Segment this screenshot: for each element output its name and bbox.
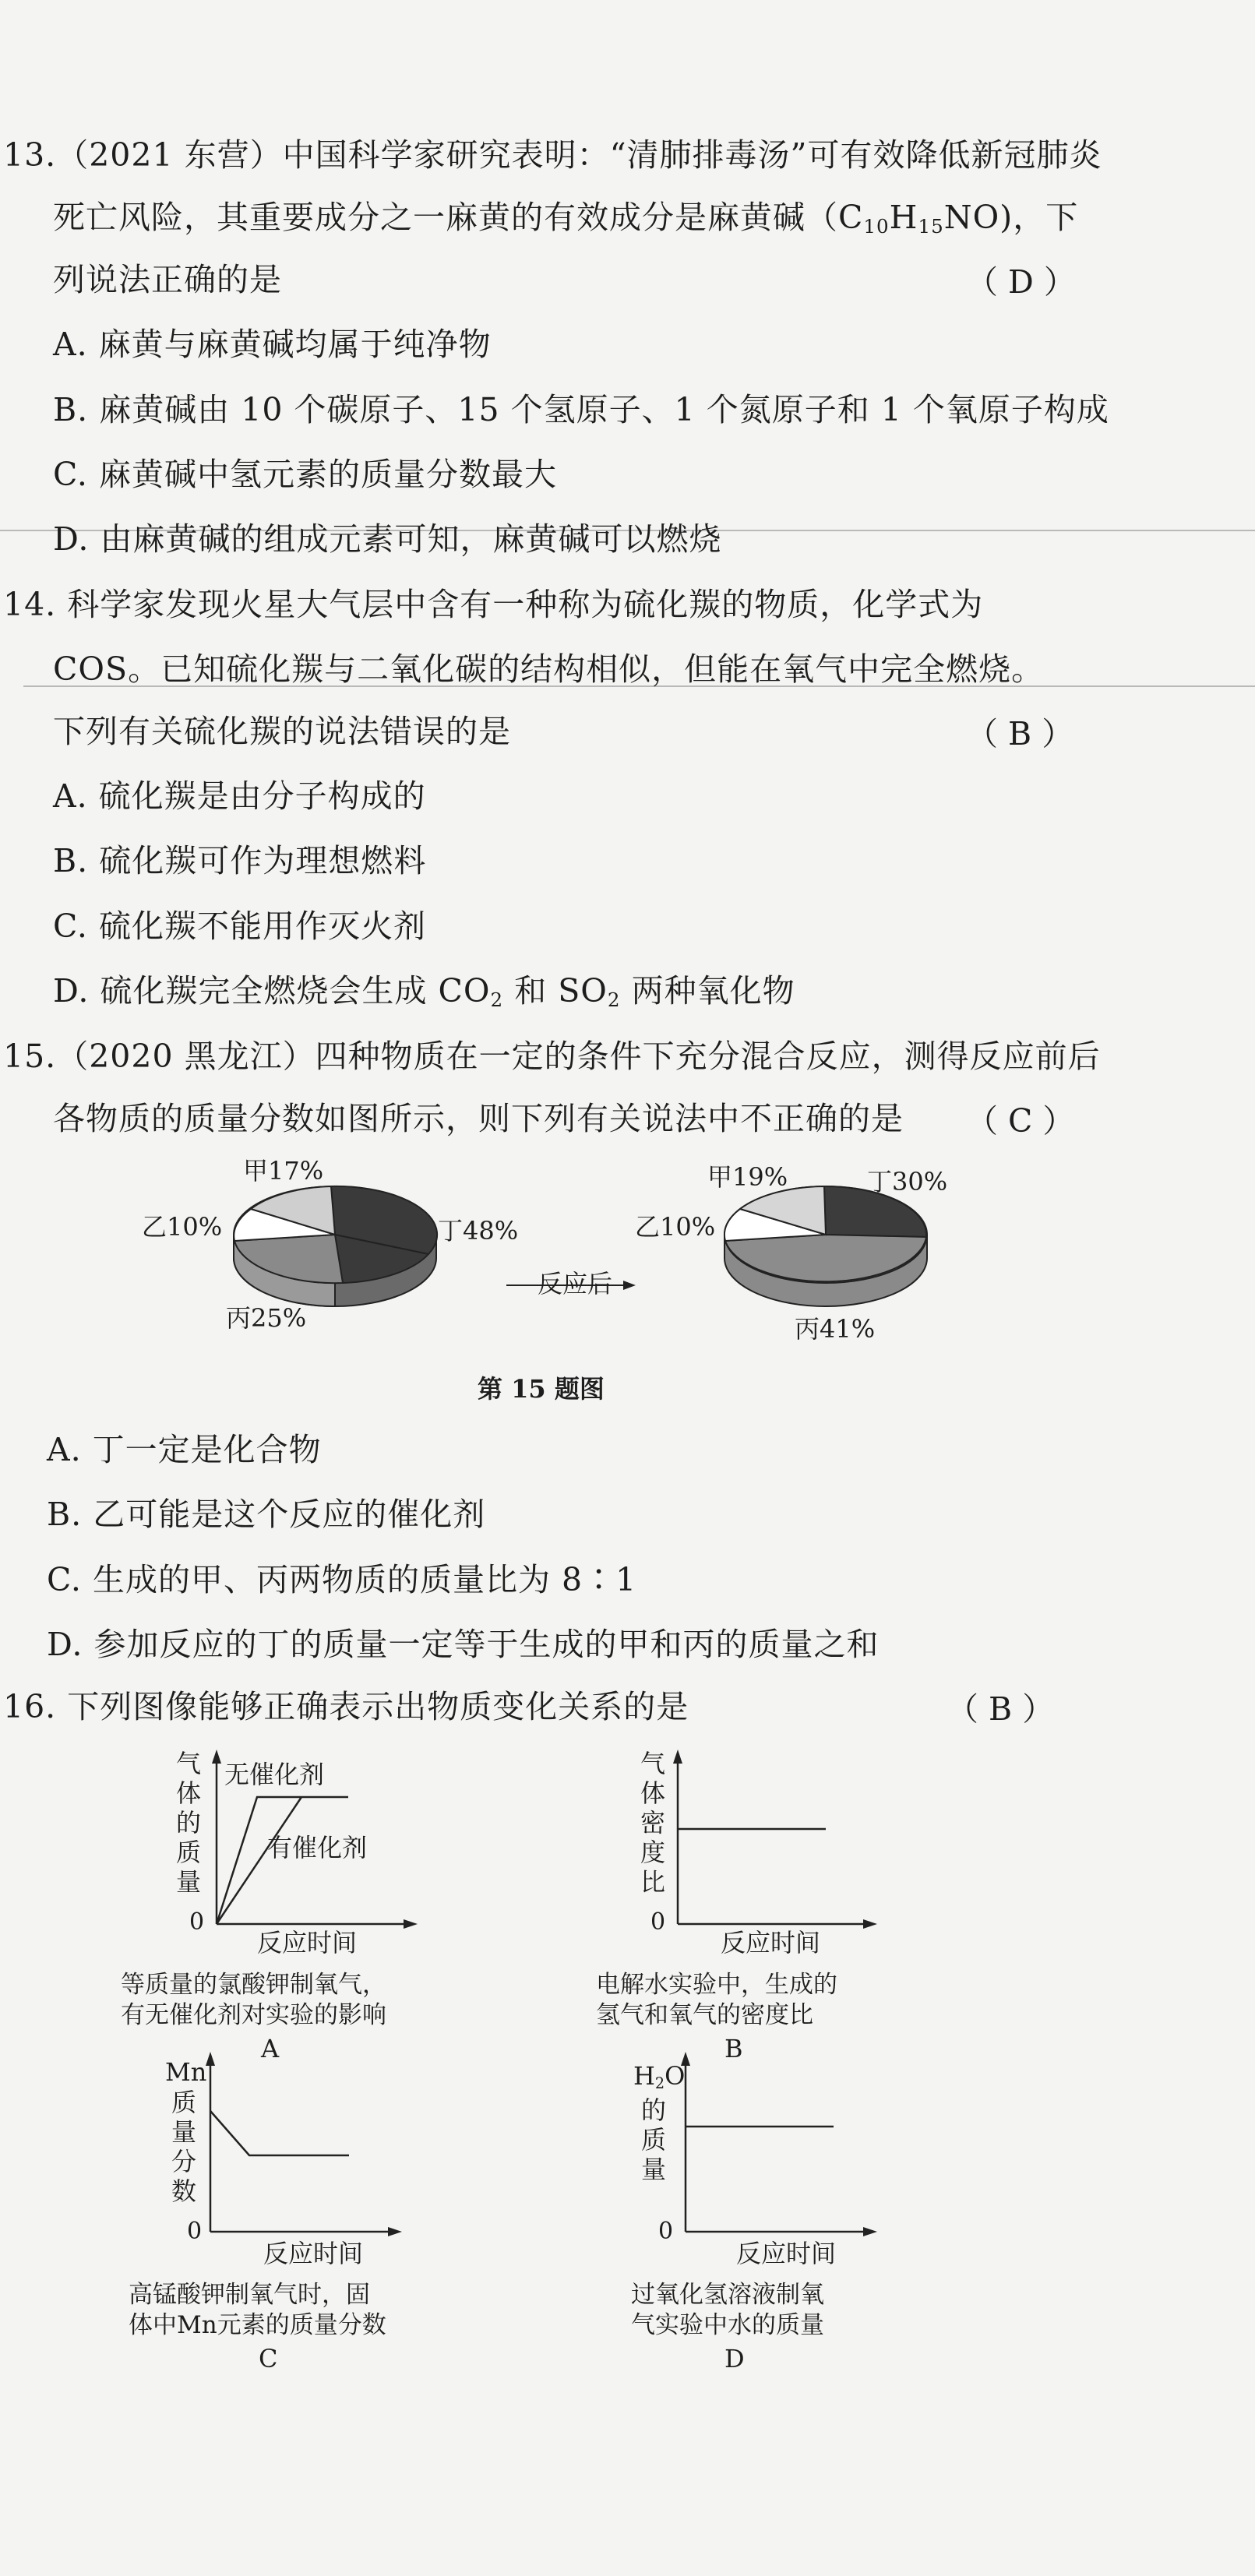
q15-option-d: D. 参加反应的丁的质量一定等于生成的甲和丙的质量之和	[47, 1626, 880, 1663]
graph-b-xlabel: 反应时间	[721, 1928, 821, 1958]
pie-before	[234, 1186, 437, 1306]
arrow-label: 反应后	[538, 1269, 613, 1299]
q14-stem: 14. 科学家发现火星大气层中含有一种称为硫化羰的物质，化学式为	[3, 586, 984, 623]
graph-c-ylabel-top: Mn	[165, 2057, 207, 2087]
q13-option-d: D. 由麻黄碱的组成元素可知，麻黄碱可以燃烧	[53, 520, 722, 558]
pie-before-label-yi: 乙10%	[142, 1212, 223, 1242]
graph-c	[206, 2052, 402, 2236]
graph-a-caption: 有无催化剂对实验的影响	[121, 2001, 386, 2029]
graph-b-origin: 0	[650, 1908, 666, 1936]
graph-a-ylabel: 气 体 的 质 量	[175, 1749, 201, 1897]
q14-option-c: C. 硫化羰不能用作灭火剂	[53, 907, 426, 945]
pie-before-label-jia: 甲17%	[243, 1156, 324, 1186]
pie-before-label-ding: 丁48%	[438, 1216, 519, 1246]
q15-stem: 各物质的质量分数如图所示，则下列有关说法中不正确的是	[53, 1100, 904, 1137]
graph-d-caption: 气实验中水的质量	[631, 2311, 824, 2339]
graph-b-caption: 电解水实验中，生成的	[596, 1971, 837, 1999]
graph-d-xlabel: 反应时间	[736, 2239, 837, 2268]
q13-option-b: B. 麻黄碱由 10 个碳原子、15 个氢原子、1 个氮原子和 1 个氧原子构成	[53, 391, 1109, 428]
graph-b	[673, 1750, 877, 1929]
pie-after-label-yi: 乙10%	[635, 1212, 716, 1242]
graph-c-xlabel: 反应时间	[263, 2239, 364, 2268]
graph-a-curve-no-catalyst: 无催化剂	[224, 1760, 325, 1789]
q14-option-d: D. 硫化羰完全燃烧会生成 $CO_2$ 和 $SO_2$ 两种氧化物	[53, 972, 795, 1012]
graph-a-curve-catalyst: 有催化剂	[267, 1833, 368, 1862]
graph-d-ylabel-top: $H_2O$	[633, 2061, 686, 2092]
q13-option-c: C. 麻黄碱中氢元素的质量分数最大	[53, 456, 557, 493]
graph-d-caption: 过氧化氢溶液制氧	[631, 2281, 824, 2309]
graph-b-ylabel: 气 体 密 度 比	[640, 1749, 665, 1897]
graph-a-origin: 0	[189, 1908, 205, 1936]
q15-answer: （ C ）	[966, 1102, 1075, 1140]
pie-after-label-ding: 丁30%	[867, 1167, 948, 1196]
graph-c-caption: 体中Mn元素的质量分数	[129, 2311, 386, 2339]
graph-b-caption: 氢气和氧气的密度比	[596, 2001, 813, 2029]
graph-b-letter: B	[724, 2034, 743, 2063]
q13-stem: 死亡风险，其重要成分之一麻黄的有效成分是麻黄碱$(C_{10}H_{15}NO)$，下	[53, 199, 1079, 238]
pie-after	[724, 1186, 927, 1306]
q15-option-b: B. 乙可能是这个反应的催化剂	[47, 1496, 486, 1533]
graph-d-origin: 0	[658, 2218, 674, 2245]
pie-after-label-bing: 丙41%	[795, 1314, 876, 1344]
q14-answer: （ B ）	[966, 715, 1074, 752]
q16-stem: 16. 下列图像能够正确表示出物质变化关系的是	[3, 1688, 689, 1725]
pie-before-label-bing: 丙25%	[226, 1303, 307, 1333]
graph-c-origin: 0	[187, 2218, 203, 2245]
q14-option-a: A. 硫化羰是由分子构成的	[53, 777, 426, 815]
q13-stem: 列说法正确的是	[53, 261, 282, 298]
q16-answer: （ B ）	[947, 1690, 1055, 1728]
graph-d	[681, 2052, 877, 2236]
graph-d-letter: D	[724, 2344, 745, 2373]
q14-stem: COS。已知硫化羰与二氧化碳的结构相似，但能在氧气中完全燃烧。	[53, 650, 1045, 688]
q14-stem: 下列有关硫化羰的说法错误的是	[53, 713, 511, 750]
q15-stem: 15.（2020 黑龙江）四种物质在一定的条件下充分混合反应，测得反应前后	[3, 1038, 1101, 1075]
graph-c-caption: 高锰酸钾制氧气时，固	[129, 2281, 370, 2309]
q13-stem: 13.（2021 东营）中国科学家研究表明：“清肺排毒汤”可有效降低新冠肺炎	[3, 136, 1102, 174]
graph-a-letter: A	[261, 2034, 280, 2063]
graph-d-ylabel: 的 质 量	[640, 2095, 666, 2184]
q13-option-a: A. 麻黄与麻黄碱均属于纯净物	[53, 326, 492, 363]
pie-after-label-jia: 甲19%	[707, 1162, 788, 1192]
graph-a-caption: 等质量的氯酸钾制氧气，	[121, 1971, 386, 1999]
arrow-head-icon	[623, 1281, 636, 1290]
q13-answer: （ D ）	[966, 263, 1076, 301]
graph-a-xlabel: 反应时间	[257, 1928, 358, 1958]
q15-option-c: C. 生成的甲、丙两物质的质量比为 8∶1	[47, 1561, 637, 1598]
graph-c-letter: C	[259, 2344, 278, 2373]
graph-c-ylabel: 质 量 分 数	[171, 2088, 196, 2206]
q14-option-b: B. 硫化羰可作为理想燃料	[53, 842, 427, 879]
figure-caption: 第 15 题图	[478, 1374, 605, 1404]
q15-option-a: A. 丁一定是化合物	[47, 1431, 322, 1468]
